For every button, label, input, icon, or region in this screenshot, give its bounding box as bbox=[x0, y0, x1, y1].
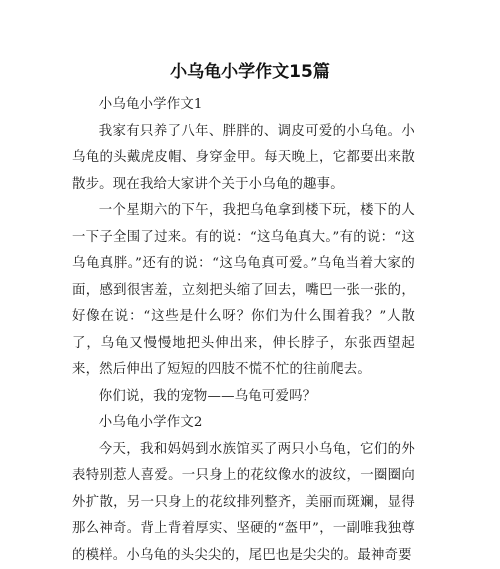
paragraph: 今天，我和妈妈到水族馆买了两只小乌龟，它们的外表特别惹人喜爱。一只身上的花纹像水的波纹，一圈圈向外扩散，另一只身上的花纹排列整齐，美丽而斑斓，显得那么神奇。背上背着厚实、坚硬的“盔甲”，一副唯我独尊的模样。小乌龟的头尖尖的，尾巴也是尖尖的。最神奇要 bbox=[72, 437, 415, 569]
document-body bbox=[72, 92, 415, 569]
document-title: 小乌龟小学作文15篇 bbox=[0, 60, 500, 84]
paragraph: 你们说，我的宠物——乌龟可爱吗？ bbox=[72, 384, 415, 411]
paragraph-heading-2: 小乌龟小学作文2 bbox=[72, 410, 415, 437]
paragraph: 我家有只养了八年、胖胖的、调皮可爱的小乌龟。小乌龟的头戴虎皮帽、身穿金甲。每天晚上，它都要出来散散步。现在我给大家讲个关于小乌龟的趣事。 bbox=[72, 119, 415, 199]
paragraph-heading-1: 小乌龟小学作文1 bbox=[72, 92, 415, 119]
paragraph: 一个星期六的下午，我把乌龟拿到楼下玩，楼下的人一下子全围了过来。有的说：“这乌龟真大。”有的说：“这乌龟真胖。”还有的说：“这乌龟真可爱。”乌龟当着大家的面，感到很害羞，立刻把头缩了回去，嘴巴一张一张的，好像在说：“这些是什么呀？你们为什么围着我？”人散了，乌龟又慢慢地把头伸出来，伸长脖子，东张西望起来，然后伸出了短短的四肢不慌不忙的往前爬去。 bbox=[72, 198, 415, 384]
